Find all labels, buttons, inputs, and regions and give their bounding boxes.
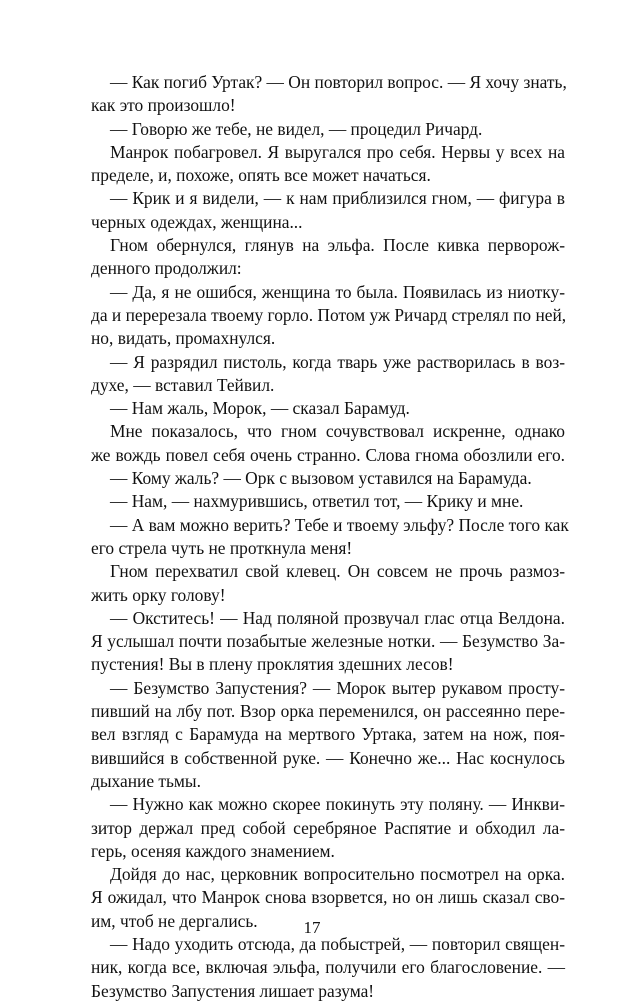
text-line: дыхание тьмы. bbox=[91, 770, 201, 791]
text-line: Гном обернулся, глянув на эльфа. После кивка перворож- bbox=[110, 235, 565, 256]
text-line: — Нужно как можно скорее покинуть эту поляну. — Инкви- bbox=[110, 794, 565, 815]
text-line: — Как погиб Уртак? — Он повторил вопрос. — Я хочу знать, bbox=[110, 72, 567, 92]
text-line: но, видать, промахнулся. bbox=[91, 328, 276, 349]
text-line: жить орку голову! bbox=[91, 584, 226, 605]
text-line: пивший на лбу пот. Взор орка переменился, он рассеянно пере- bbox=[91, 701, 565, 722]
text-line: Манрок побагровел. Я выругался про себя. Нервы у всех на bbox=[110, 141, 565, 162]
text-line: его стрела чуть не проткнула меня! bbox=[91, 537, 353, 558]
text-line: ник, когда все, включая эльфа, получили его благословение. — bbox=[91, 957, 565, 978]
text-line: — Говорю же тебе, не видел, — процедил Ричард. bbox=[110, 118, 483, 139]
text-line: герь, осеняя каждого знамением. bbox=[91, 840, 335, 861]
text-line: Дойдя до нас, церковник вопросительно посмотрел на орка. bbox=[110, 864, 565, 885]
text-line: пределе, и, похоже, опять все может начаться. bbox=[91, 165, 431, 186]
text-line: Мне показалось, что гном сочувствовал искренне, однако bbox=[110, 421, 565, 442]
text-line: — Окститесь! — Над поляной прозвучал глас отца Велдона. bbox=[110, 607, 565, 628]
text-line: да и перерезала твоему горло. Потом уж Ричард стрелял по ней, bbox=[91, 304, 567, 325]
text-line: им, чтоб не дергались. bbox=[91, 910, 258, 931]
text-line: — Безумство Запустения? — Морок вытер рукавом просту- bbox=[110, 677, 565, 698]
text-line: денного продолжил: bbox=[91, 258, 242, 279]
text-line: Я услышал почти позабытые железные нотки. — Безумство За- bbox=[91, 631, 565, 652]
text-line: Я ожидал, что Манрок снова взорвется, но он лишь сказал сво- bbox=[91, 887, 565, 908]
page-text bbox=[91, 71, 569, 1003]
text-line: — Я разрядил пистоль, когда тварь уже растворилась в воз- bbox=[110, 351, 565, 372]
text-line: как это произошло! bbox=[91, 95, 236, 116]
text-line: — А вам можно верить? Тебе и твоему эльфу? После того как bbox=[110, 514, 569, 535]
text-line: черных одеждах, женщина... bbox=[91, 211, 303, 232]
text-line: зитор держал пред собой серебряное Распятие и обходил ла- bbox=[91, 817, 565, 838]
text-line: — Надо уходить отсюда, да побыстрей, — повторил священ- bbox=[110, 933, 565, 954]
text-line: — Кому жаль? — Орк с вызовом уставился на Барамуда. bbox=[110, 468, 532, 489]
text-line: — Да, я не ошибся, женщина то была. Появилась из ниотку- bbox=[110, 281, 565, 302]
page-number: 17 bbox=[303, 918, 321, 937]
text-line: же вождь повел себя очень странно. Слова гнома обозлили его. bbox=[91, 444, 565, 465]
text-line: Гном перехватил свой клевец. Он совсем не прочь размоз- bbox=[110, 561, 565, 582]
text-line: вившийся в собственной руке. — Конечно же... Нас коснулось bbox=[91, 747, 565, 768]
text-line: духе, — вставил Тейвил. bbox=[91, 374, 275, 395]
text-line: пустения! Вы в плену проклятия здешних лесов! bbox=[91, 654, 454, 675]
text-line: Безумство Запустения лишает разума! bbox=[91, 980, 375, 1001]
text-line: — Нам жаль, Морок, — сказал Барамуд. bbox=[110, 398, 410, 419]
text-line: — Крик и я видели, — к нам приблизился гном, — фигура в bbox=[110, 188, 565, 209]
text-line: вел взгляд с Барамуда на мертвого Уртака, затем на нож, поя- bbox=[91, 724, 565, 745]
text-line: — Нам, — нахмурившись, ответил тот, — Крику и мне. bbox=[110, 491, 524, 512]
